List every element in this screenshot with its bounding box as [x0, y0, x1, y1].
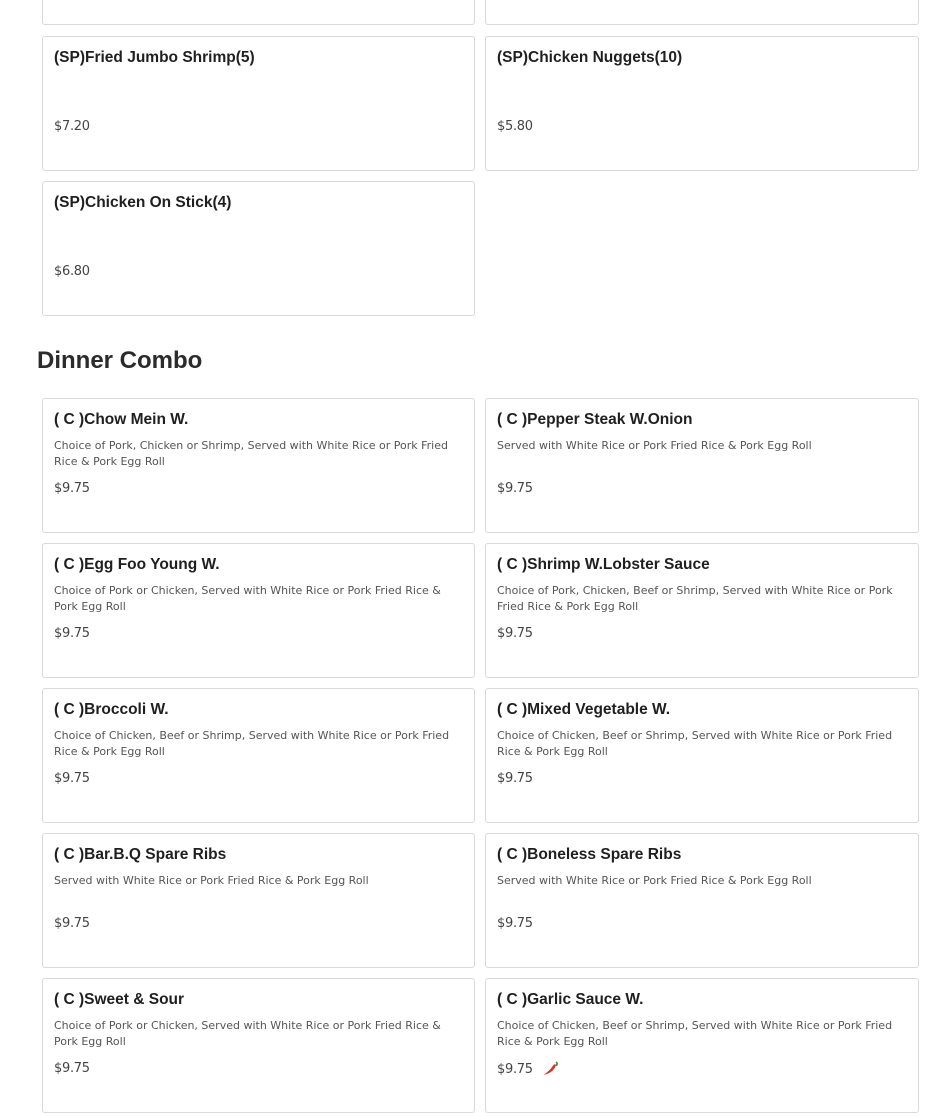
menu-item-price: [497, 119, 533, 134]
menu-item-price: [54, 119, 90, 134]
menu-item-description: Choice of Pork, Chicken or Shrimp, Served with White Rice or Pork Fried Rice & Pork Egg Roll: [54, 439, 448, 468]
price-text: $9.75: [54, 481, 90, 496]
menu-item-price: [497, 1061, 559, 1077]
price-text: $9.75: [497, 626, 533, 641]
menu-item-card-partial[interactable]: [485, 0, 919, 25]
menu-item-title: ( C )Garlic Sauce W.: [497, 991, 644, 1008]
menu-item-card[interactable]: [485, 833, 919, 968]
menu-item-title: (SP)Chicken On Stick(4): [54, 194, 232, 211]
menu-item-title: ( C )Broccoli W.: [54, 701, 169, 718]
price-text: $9.75: [54, 1061, 90, 1076]
menu-item-card[interactable]: [485, 688, 919, 823]
menu-item-price: [497, 771, 533, 786]
menu-item-card[interactable]: [42, 36, 475, 171]
menu-item-price: [497, 626, 533, 641]
menu-item-title: (SP)Chicken Nuggets(10): [497, 49, 683, 66]
menu-item-card[interactable]: [42, 543, 475, 678]
menu-item-description: Choice of Chicken, Beef or Shrimp, Served with White Rice or Pork Fried Rice & Pork Egg Roll: [497, 729, 893, 758]
price-text: $7.20: [54, 119, 90, 134]
menu-item-description: Choice of Pork or Chicken, Served with White Rice or Pork Fried Rice & Pork Egg Roll: [54, 1019, 441, 1048]
menu-item-title: ( C )Shrimp W.Lobster Sauce: [497, 556, 710, 573]
price-text: $9.75: [497, 1061, 533, 1077]
menu-item-title: ( C )Mixed Vegetable W.: [497, 701, 671, 718]
menu-item-title: ( C )Pepper Steak W.Onion: [497, 411, 693, 428]
menu-item-card[interactable]: [485, 543, 919, 678]
menu-item-card[interactable]: [485, 978, 919, 1113]
price-text: $9.75: [497, 916, 533, 931]
price-text: $5.80: [497, 119, 533, 134]
menu-item-price: [54, 1061, 90, 1076]
menu-item-title: ( C )Boneless Spare Ribs: [497, 846, 682, 863]
menu-item-price: [497, 916, 533, 931]
price-text: $9.75: [497, 771, 533, 786]
price-text: $9.75: [54, 626, 90, 641]
menu-item-price: [54, 626, 90, 641]
menu-item-card[interactable]: [485, 398, 919, 533]
menu-item-description: Choice of Chicken, Beef or Shrimp, Served with White Rice or Pork Fried Rice & Pork Egg Roll: [497, 1019, 893, 1048]
menu-item-price: [497, 481, 533, 496]
menu-item-card[interactable]: [485, 36, 919, 171]
price-text: $9.75: [54, 916, 90, 931]
menu-item-description: Choice of Pork, Chicken, Beef or Shrimp, Served with White Rice or Pork Fried Rice & Pork Egg Roll: [497, 584, 893, 613]
menu-item-card[interactable]: [42, 833, 475, 968]
menu-item-price: [54, 771, 90, 786]
section-title: Dinner Combo: [37, 347, 203, 374]
menu-item-title: (SP)Fried Jumbo Shrimp(5): [54, 49, 255, 66]
menu-item-card-partial[interactable]: [42, 0, 475, 25]
chili-pepper-icon: [541, 1061, 559, 1077]
menu-item-title: ( C )Chow Mein W.: [54, 411, 189, 428]
price-text: $9.75: [497, 481, 533, 496]
menu-item-description: Served with White Rice or Pork Fried Rice & Pork Egg Roll: [497, 439, 812, 452]
menu-item-card[interactable]: [42, 688, 475, 823]
price-text: $6.80: [54, 264, 90, 279]
menu-item-price: [54, 916, 90, 931]
menu-item-card[interactable]: [42, 398, 475, 533]
menu-item-price: [54, 481, 90, 496]
menu-item-card[interactable]: [42, 978, 475, 1113]
price-text: $9.75: [54, 771, 90, 786]
menu-item-title: ( C )Bar.B.Q Spare Ribs: [54, 846, 227, 863]
menu-item-description: Served with White Rice or Pork Fried Rice & Pork Egg Roll: [54, 874, 369, 887]
menu-item-price: [54, 264, 90, 279]
menu-item-title: ( C )Sweet & Sour: [54, 991, 185, 1008]
menu-item-description: Served with White Rice or Pork Fried Rice & Pork Egg Roll: [497, 874, 812, 887]
menu-item-card[interactable]: [42, 181, 475, 316]
menu-item-description: Choice of Chicken, Beef or Shrimp, Served with White Rice or Pork Fried Rice & Pork Egg Roll: [54, 729, 450, 758]
menu-item-description: Choice of Pork or Chicken, Served with White Rice or Pork Fried Rice & Pork Egg Roll: [54, 584, 441, 613]
menu-item-title: ( C )Egg Foo Young W.: [54, 556, 220, 573]
